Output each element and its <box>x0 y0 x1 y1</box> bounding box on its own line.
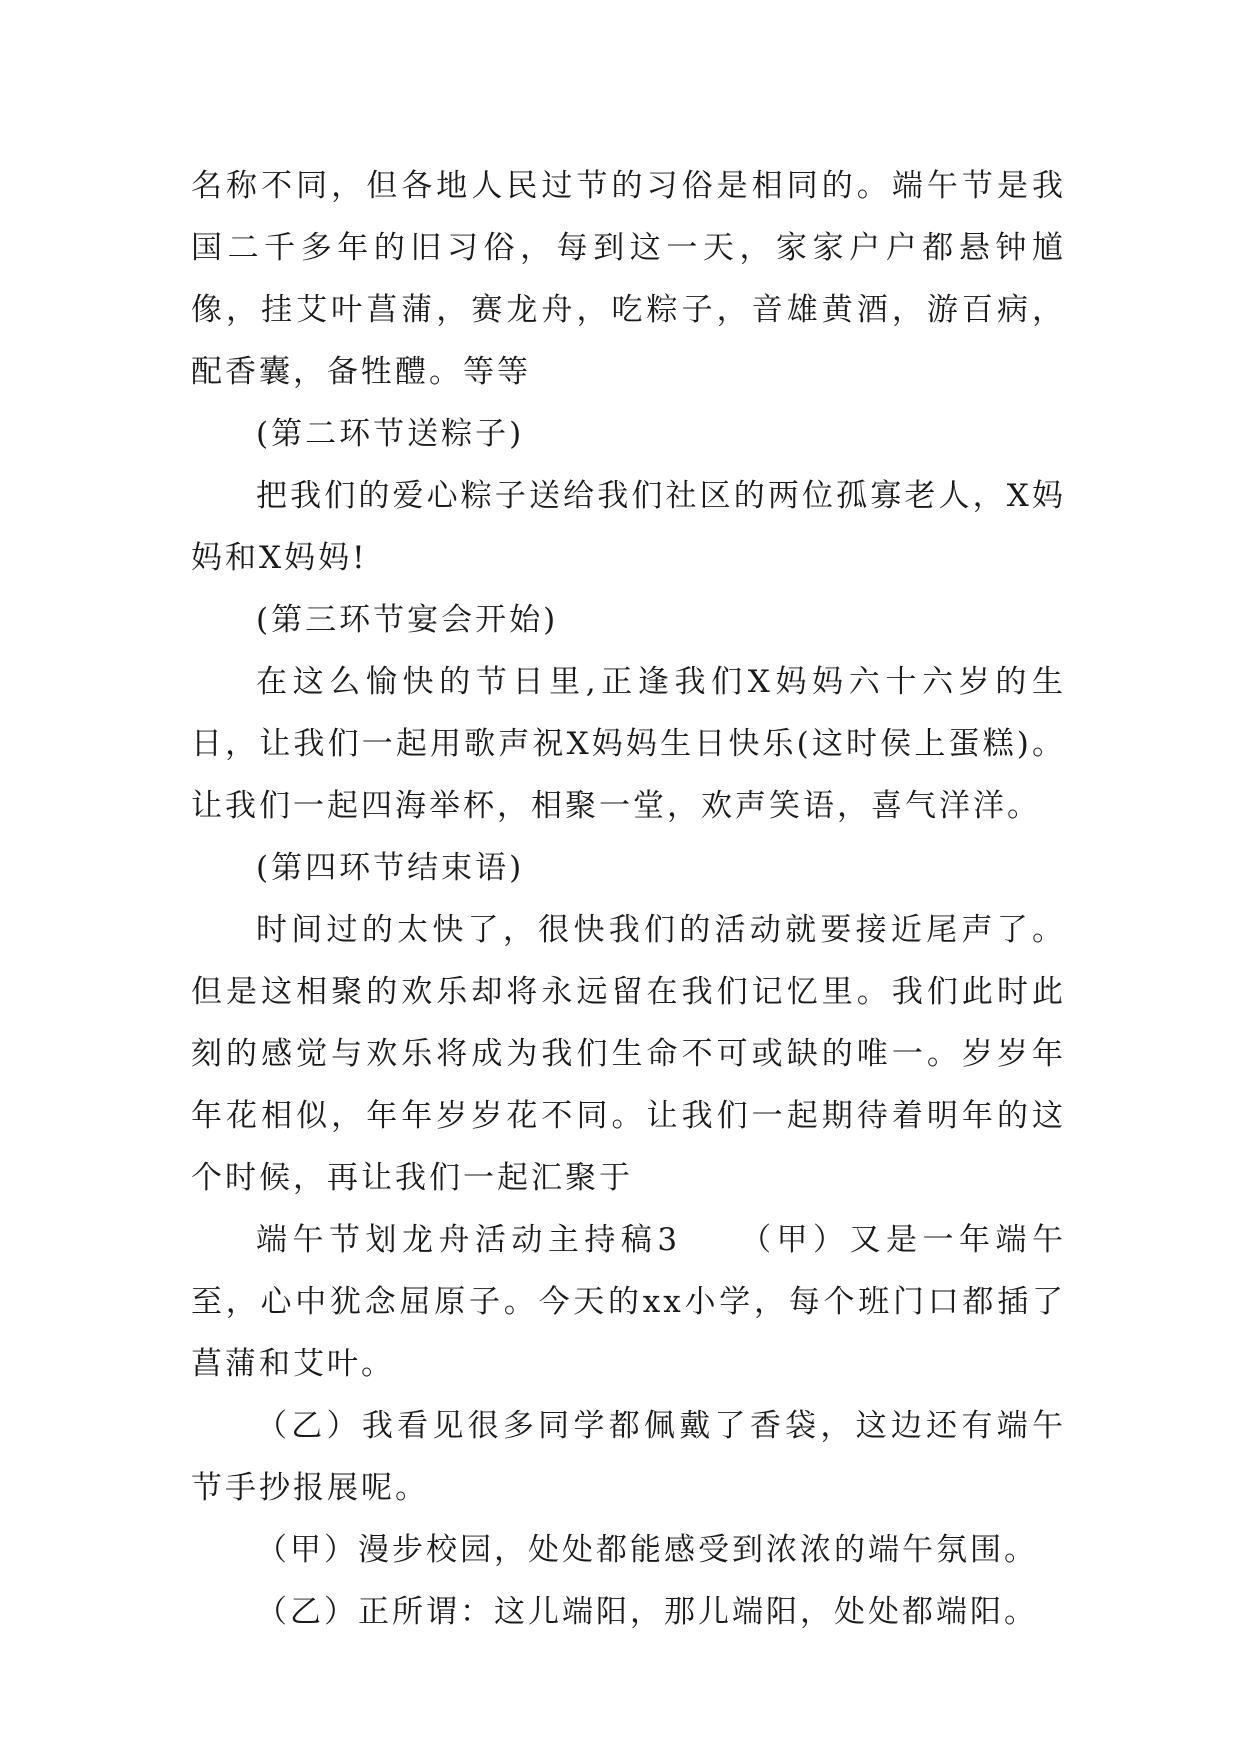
paragraph: 时间过的太快了，很快我们的活动就要接近尾声了。但是这相聚的欢乐却将永远留在我们记忆里。我们此时此刻的感觉与欢乐将成为我们生命不可或缺的唯一。岁岁年年花相似，年年岁岁花不同。让我们一起期待着明年的这个时候，再让我们一起汇聚于 <box>191 912 1066 1196</box>
paragraph: 端午节划龙舟活动主持稿3 （甲）又是一年端午至，心中犹念屈原子。今天的xx小学，每个班门口都插了菖蒲和艾叶。 <box>191 1222 1066 1382</box>
section-heading: (第四环节结束语) <box>256 850 525 886</box>
paragraph: 把我们的爱心粽子送给我们社区的两位孤寡老人，X妈妈和X妈妈! <box>191 478 1066 576</box>
paragraph: 在这么愉快的节日里,正逢我们X妈妈六十六岁的生日，让我们一起用歌声祝X妈妈生日快乐(这时侯上蛋糕)。让我们一起四海举杯，相聚一堂，欢声笑语，喜气洋洋。 <box>191 664 1066 824</box>
paragraph: 名称不同，但各地人民过节的习俗是相同的。端午节是我国二千多年的旧习俗，每到这一天，家家户户都悬钟馗像，挂艾叶菖蒲，赛龙舟，吃粽子，音雄黄酒，游百病，配香囊，备牲醴。等等 <box>191 168 1066 390</box>
section-heading: (第二环节送粽子) <box>256 416 525 452</box>
document-body <box>191 155 1066 1643</box>
paragraph: （甲）漫步校园，处处都能感受到浓浓的端午氛围。 <box>256 1532 1038 1568</box>
paragraph: （乙）正所谓：这儿端阳，那儿端阳，处处都端阳。 <box>256 1594 1038 1630</box>
section-heading: (第三环节宴会开始) <box>256 602 559 638</box>
paragraph: （乙）我看见很多同学都佩戴了香袋，这边还有端午节手抄报展呢。 <box>191 1408 1066 1506</box>
